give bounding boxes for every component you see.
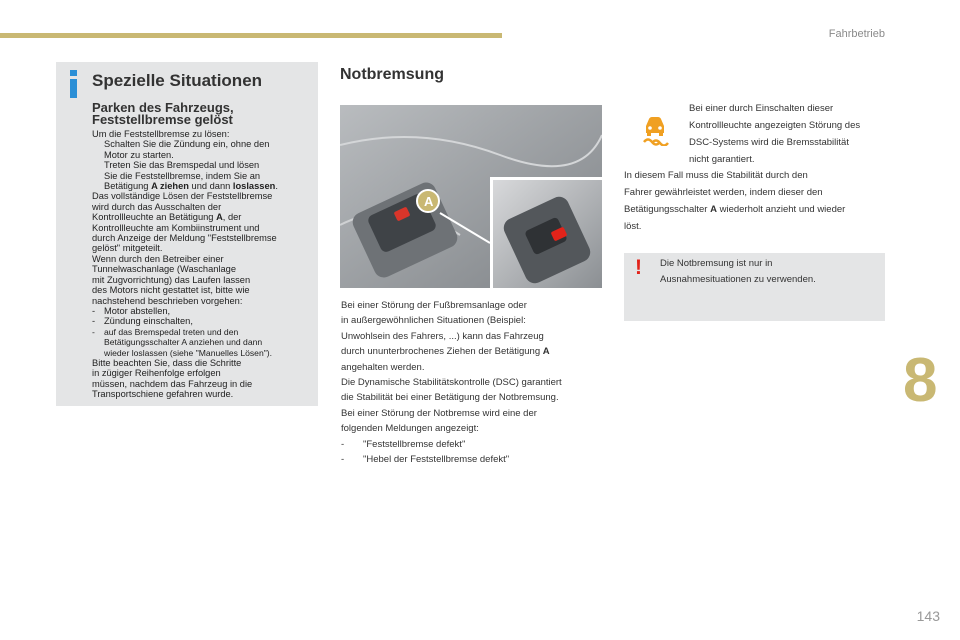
info-body: Um die Feststellbremse zu lösen: Schalten Sie die Zündung ein, ohne den Motor zu starten. Treten Sie das Bremspedal und lösen Sie die Feststellbremse, indem Sie an Betätigung A ziehen und dann loslassen. Das vollständige Lösen der Feststellbremse wird durch das Ausschalten der Kontrollleuchte an Betätigung A, der Kontrollleuchte am Kombiinstrument und durch Anzeige der Meldung "Feststellbremse gelöst" mitgeteilt. Wenn durch den Betreiber einer Tunnelwaschanlage (Waschanlage mit Zugvorrichtung) das Laufen lassen des Motors nicht gestattet ist, bitte wie nachstehend beschrieben vorgehen: - Motor abstellen, - Zündung einschalten, - auf das Bremspedal treten und den Betätigungsschalter A anziehen und dann wieder loslassen (siehe "Manuelles Lösen"). Bitte beachten Sie, dass die Schritte in zügiger Reihenfolge erfolgen müssen, nachdem das Fahrzeug in die Transportschiene gefahren wurde. [92,129,278,400]
info-title: Spezielle Situationen [92,71,263,90]
dsc-warning-light-icon [638,112,672,146]
emergency-braking-text: Bei einer Störung der Fußbremsanlage oder in außergewöhnlichen Situationen (Beispiel: Unwohlsein des Fahrers, ...) kann das Fahrzeug durch ununterbrochenes Ziehen der Betätigung A angehalten werden. Die Dynamische Stabilitätskontrolle (DSC) garantiert die Stabilität bei einer Betätigung der Notbremsung. Bei einer Störung der Notbremse wird eine der folgenden Meldungen angezeigt: - "Feststellbremse defekt" - "Hebel der Feststellbremse defekt" [341,300,562,466]
section-title: Notbremsung [340,66,444,83]
note-text: Die Notbremsung ist nur in Ausnahmesituationen zu verwenden. [660,258,816,285]
warning-text: Bei einer durch Einschalten dieser Kontrollleuchte angezeigten Störung des DSC-Systems wird die Bremsstabilität nicht garantiert. [689,103,861,165]
exclamation-icon: ! [635,256,642,279]
chapter-number: 8 [903,346,938,415]
section-label: Fahrbetrieb [828,28,885,40]
page-number: 143 [916,608,940,624]
stability-text: In diesem Fall muss die Stabilität durch den Fahrer gewährleistet werden, indem dieser den Betätigungsschalter A wiederholt anzieht und wieder löst. [624,170,846,232]
header-accent-bar [0,33,502,38]
info-icon [68,70,79,98]
photo-label-a: A [424,194,434,209]
info-subtitle: Parken des Fahrzeugs, Feststellbremse gelöst [92,100,234,127]
parking-brake-switch-photo [340,105,602,288]
